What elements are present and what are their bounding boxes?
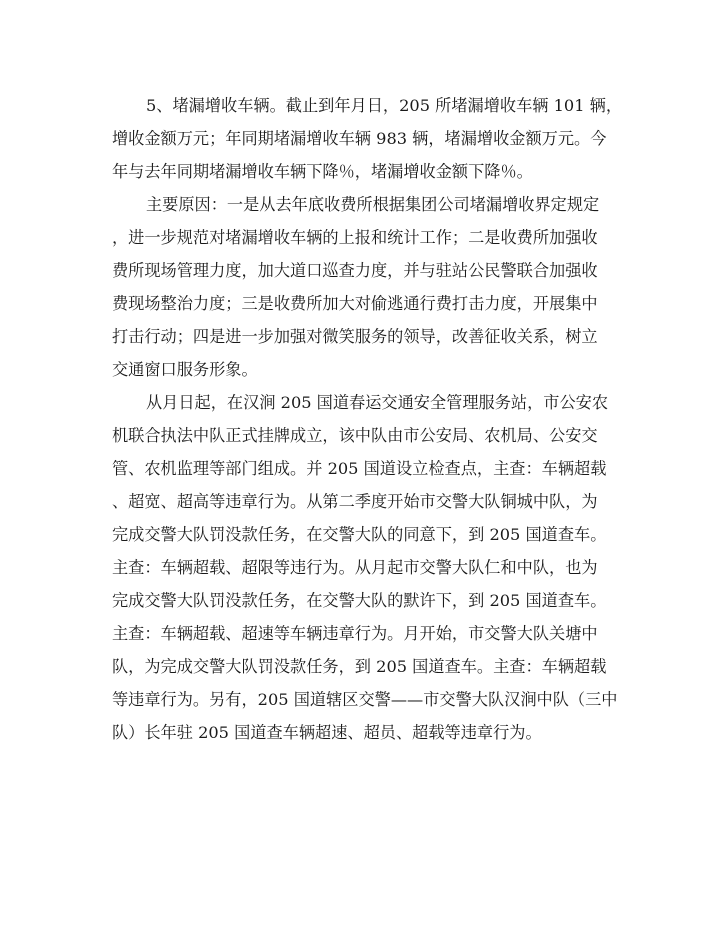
text-line: 完成交警大队罚没款任务，在交警大队的默许下，到 205 国道查车。: [112, 591, 607, 610]
text-line: 交通窗口服务形象。: [112, 360, 258, 379]
text-line: 管、农机监理等部门组成。并 205 国道设立检查点，主查：车辆超载: [112, 459, 607, 478]
text-line: 主查：车辆超载、超速等车辆违章行为。月开始，市交警大队关塘中: [112, 624, 598, 643]
text-line: 主要原因：一是从去年底收费所根据集团公司堵漏增收界定规定: [146, 195, 600, 214]
text-line: 从月日起，在汉涧 205 国道春运交通安全管理服务站，市公安农: [146, 393, 609, 412]
text-line: ，进一步规范对堵漏增收车辆的上报和统计工作；二是收费所加强收: [112, 228, 598, 247]
paragraph-enforcement-squads: [112, 386, 617, 749]
text-line: 队，为完成交警大队罚没款任务，到 205 国道查车。主查：车辆超载: [112, 657, 607, 676]
text-line: 增收金额万元；年同期堵漏增收车辆 983 辆，堵漏增收金额万元。今: [112, 129, 607, 148]
text-line: 5、堵漏增收车辆。截止到年月日，205 所堵漏增收车辆 101 辆，: [146, 96, 623, 115]
text-line: 打击行动；四是进一步加强对微笑服务的领导，改善征收关系，树立: [112, 327, 598, 346]
text-line: 队）长年驻 205 国道查车辆超速、超员、超载等违章行为。: [112, 723, 542, 742]
text-line: 等违章行为。另有，205 国道辖区交警——市交警大队汉涧中队（三中: [112, 690, 618, 709]
text-line: 费现场整治力度；三是收费所加大对偷逃通行费打击力度，开展集中: [112, 294, 598, 313]
text-line: 费所现场管理力度，加大道口巡查力度，并与驻站公民警联合加强收: [112, 261, 598, 280]
text-line: 主查：车辆超载、超限等违行为。从月起市交警大队仁和中队，也为: [112, 558, 598, 577]
text-line: 完成交警大队罚没款任务，在交警大队的同意下，到 205 国道查车。: [112, 525, 607, 544]
text-line: 机联合执法中队正式挂牌成立，该中队由市公安局、农机局、公安交: [112, 426, 598, 445]
paragraph-toll-evasion-stats: [112, 89, 623, 188]
text-line: 、超宽、超高等违章行为。从第二季度开始市交警大队铜城中队，为: [112, 492, 598, 511]
document-body: [112, 89, 623, 749]
text-line: 年与去年同期堵漏增收车辆下降％，堵漏增收金额下降％。: [112, 162, 533, 181]
paragraph-main-reasons: [112, 188, 617, 386]
